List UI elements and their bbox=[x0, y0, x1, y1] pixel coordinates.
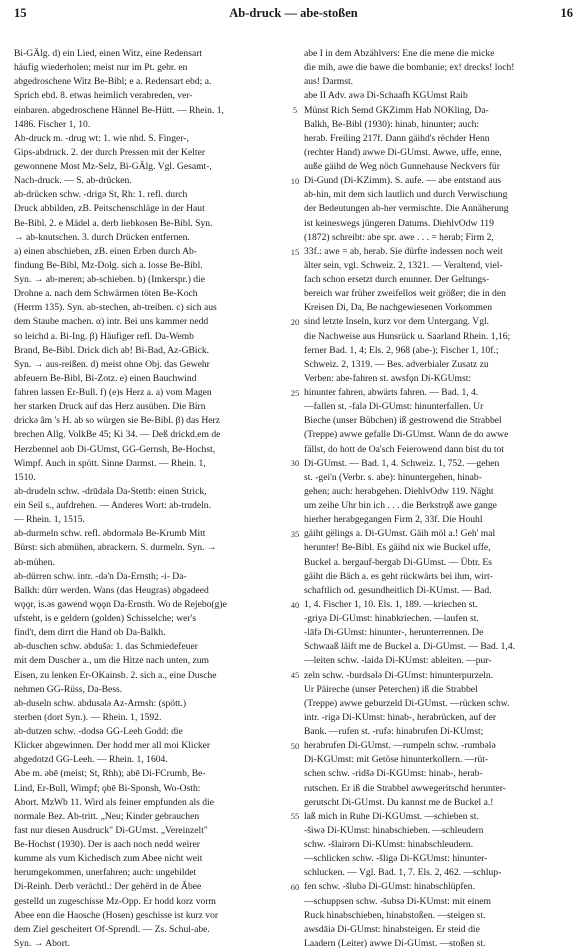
text-line: Herzbennel aob Di-GUmst, GG-Gernsh, Be-Hochst, bbox=[14, 443, 216, 455]
text-line: Drohne a. nach dem Schwärmen töten Be-Koch bbox=[14, 288, 198, 300]
text-line: awsdāiə Di-GUmst: hinabsteigen. Er steid die bbox=[304, 923, 480, 935]
text-line: einbaren. abgedroschene Hännel Be-Hütt. — Rhein. 1, bbox=[14, 104, 224, 116]
text-line: nehmen GG-Rüss, Da-Bess. bbox=[14, 683, 123, 695]
text-line: wǫǫr, is.əs gəwend wǫǫn Da-Ernsth. Wo de Rejebo(g)e bbox=[14, 598, 227, 610]
text-line: Münst Rich Semd GKZimm Hab NOKling, Da- bbox=[304, 104, 489, 116]
text-line: Druck abbilden, zB. Peitschenschläge in der Haut bbox=[14, 203, 205, 215]
text-line: gerutscht Di-GUmst. Du kannst me de Buckel a.! bbox=[304, 796, 494, 808]
text-line: her starken Druck auf das Herz ausüben. Die Birn bbox=[14, 401, 206, 413]
text-line: Ruck hinabschieben, hinabstoßen. —steigen st. bbox=[304, 909, 486, 921]
right-column bbox=[304, 47, 573, 951]
text-line: aus! Darmst. bbox=[304, 76, 354, 88]
text-line: sind letzte Inseln, kurz vor dem Untergang. Vgl. bbox=[304, 316, 490, 328]
text-line: Kreisen Di, Da, Be nachgewiesenen Vorkommen bbox=[304, 302, 493, 314]
text-line: -griyə Di-GUmst: hinabkriechen. —laufen st. bbox=[304, 613, 479, 624]
text-line: schlucken. — Vgl. Bad. 1, 7. Els. 2, 462. —schlup- bbox=[304, 867, 502, 879]
text-line: Bieche (unser Bübchen) iß gestrowend die Strabbel bbox=[304, 415, 502, 427]
text-line: auße gäihd de Weg nöch Gunnehause Neckvers für bbox=[304, 161, 500, 172]
text-line: Bürst: sich abmühen, abrackern. S. durmeln. Syn. → bbox=[14, 542, 217, 554]
line-number: 25 bbox=[290, 387, 300, 398]
text-line: Schwaaß läift me de Buckel a. Di-GUmst. — Bad. 1,4. bbox=[304, 641, 516, 653]
text-line: fahren lassen Er-Bull. f) (e)s Herz a. a) vom Magen bbox=[14, 387, 212, 398]
text-line: st. -gei'n (Verbr. s. abe): hinuntergehen, hinab- bbox=[304, 471, 482, 483]
text-line: — Rhein. 1, 1515. bbox=[14, 514, 85, 526]
text-line: Brand, Be-Bibl. Drick dich ab! Bi-Bad, Az-GBick. bbox=[14, 344, 210, 356]
text-line: Abee enn die Haosche (Hosen) geschisse ist kurz vor bbox=[14, 909, 219, 921]
text-line: Be-Bibl. 2. e Mädel a. derb liebkosen Be-Bibl. Syn. bbox=[14, 217, 213, 229]
text-line: Di-Reinh. Derb verächtl.: Der gehërd in de Ābee bbox=[14, 881, 202, 893]
text-line: —schuppsen schw. -šubsə Di-KUmst: mit einem bbox=[304, 895, 491, 907]
text-line: abfeuern Be-Bibl, Bi-Zotz. e) einen Bauchwind bbox=[14, 372, 197, 384]
text-line: a) einen abschieben, zB. einen Erben durch Ab- bbox=[14, 245, 198, 257]
text-line: Sprich ebd. 8. etwas heimlich verabreden, ver- bbox=[14, 90, 193, 102]
text-line: —schlicken schw. -šligə Di-KGUmst: hinunter- bbox=[304, 853, 488, 865]
line-number: 20 bbox=[290, 317, 300, 328]
text-line: laß mich in Ruhe Di-KGUmst. —schieben st. bbox=[304, 810, 479, 822]
text-line: Verben: abe-fahren st. awsfǫn Di-KGUmst: bbox=[304, 372, 472, 384]
text-line: herunter! Be-Bibl. Es gäihd nix wie Buckel uffe, bbox=[304, 542, 491, 554]
text-line: —leiten schw. -laidə Di-KUmst: ableiten. —pur- bbox=[304, 655, 492, 667]
text-line: -lāfə Di-GUmst: hinunter-, herunterrennen. De bbox=[304, 627, 484, 639]
text-line: abe I in dem Abzählvers: Ene die mene die micke bbox=[304, 48, 495, 59]
text-line: (Treppe) awwe gefalle Di-GUmst. Wann de do awwe bbox=[304, 429, 509, 441]
text-line: Ab-druck m. -drug wt: 1. wie nhd. S. Finger-, bbox=[14, 132, 189, 144]
text-line: -šiwə Di-KUmst: hinabschieben. —schleudern bbox=[304, 824, 484, 836]
text-line: gehen; auch: herabgehen. DiehlvOdw 119. Näght bbox=[304, 485, 494, 497]
text-line: abgedotzd GG-Leeh. — Rhein. 1, 1604. bbox=[14, 754, 168, 766]
text-line: der Bedeutungen ab-her vermischte. Die Annäherung bbox=[304, 203, 509, 215]
text-line: mit dem Duscher a., um die Hitze nach unten, zum bbox=[14, 655, 210, 667]
text-line: herab. Freiling 217f. Dann gäihd's rëchder Henn bbox=[304, 132, 490, 144]
text-line: —fallen st. -falə Di-GUmst: hinunterfallen. Ur bbox=[304, 401, 484, 413]
text-line: Ur Päireche (unser Peterchen) iß die Strabbel bbox=[304, 683, 478, 695]
text-line: bereich war früher zweifellos weit größer; die in den bbox=[304, 288, 506, 300]
text-line: 1, 4. Fischer 1, 10. Els. 1, 189. —kriechen st. bbox=[304, 598, 478, 610]
text-line: Abort. MzWb 11. Wird als feiner empfunden als die bbox=[14, 796, 214, 808]
text-line: Syn. → Abort. bbox=[14, 937, 70, 949]
text-line: Di-Gund (Di-KZimm). S. aufe. — abe entstand aus bbox=[304, 175, 502, 187]
text-line: zeln schw. -burdsələ Di-GUmst: hinunterpurzeln. bbox=[304, 669, 494, 681]
page-header bbox=[14, 6, 573, 24]
text-line: ist keineswegs jüngeren Datums. DiehlvOdw 119 bbox=[304, 217, 494, 229]
text-line: gäiht die Bäch a. es geht rückwärts bei ihm, wirt- bbox=[304, 570, 493, 582]
text-line: dem Staube machen. α) intr. Bei uns kammer nedd bbox=[14, 316, 209, 328]
text-line: Bank. —rufen st. -rufə: hinabrufen Di-KUmst; bbox=[304, 726, 484, 737]
text-line: Klicker abgewinnen. Der hodd mer all moi Klicker bbox=[14, 740, 211, 752]
text-line: schen schw. -ridšə Di-KGUmst: hinab-, herab- bbox=[304, 768, 483, 780]
line-number: 45 bbox=[290, 670, 300, 681]
text-line: Lind, Er-Bull, Wimpf; ǫbē Bi-Sponsh, Wo-Osth: bbox=[14, 782, 201, 794]
text-line: Di-KGUmst: mit Getöse hinunterkollern. —rüt- bbox=[304, 754, 489, 766]
text-line: (1872) schreibt: abe spr. awe . . . = herab; Firm 2, bbox=[304, 231, 494, 243]
text-line: findung Be-Bibl, Mz-Dolg. sich a. losse Be-Bibl. bbox=[14, 259, 203, 271]
text-line: (rechter Hand) awwe Di-GUmst. Awwe, uffe, enne, bbox=[304, 146, 502, 158]
text-line: ab-dürren schw. intr. -də'n Da-Ernsth; -i- Da- bbox=[14, 570, 187, 582]
text-line: Laadern (Leiter) awwe Di-GUmst. —stoßen st. bbox=[304, 937, 486, 949]
text-line: Buckel a. bergauf-bergab Di-GUmst. — Übtr. Es bbox=[304, 556, 493, 568]
text-line: ferner Bad. 1, 4; Els. 2, 968 (abe-); Fischer 1, 10f.; bbox=[304, 344, 499, 356]
line-number: 55 bbox=[290, 811, 300, 822]
page-number-right: 16 bbox=[560, 6, 573, 20]
text-line: Balkh: dürr werden. Wans (das Heugras) əbgədeed bbox=[14, 584, 209, 596]
left-column bbox=[14, 47, 286, 951]
line-number: 10 bbox=[290, 176, 300, 187]
text-line: fach schon ersetzt durch enunner. Der Geltungs- bbox=[304, 274, 490, 285]
text-line: kumme als vum Kichedisch zum Abee nicht weit bbox=[14, 853, 203, 865]
page-number-left: 15 bbox=[14, 6, 27, 20]
text-line: häufig wiederholen; meist nur im Pt. gebr. en bbox=[14, 62, 188, 74]
text-line: gestelld un zugeschisse Mz-Opp. Er hodd korz vorm bbox=[14, 895, 216, 907]
text-line: brechen Allg. VolkBe 45; Ki 34. — Deß drickd.em de bbox=[14, 429, 221, 441]
text-line: rutschen. Er iß die Strabbel awwegeritschd herunter- bbox=[304, 782, 507, 794]
text-line: Di-GUmst. — Bad. 1, 4. Schweiz. 1, 752. —gehen bbox=[304, 457, 500, 469]
text-line: ab-duschen schw. əbdušə: 1. das Schmiedefeuer bbox=[14, 641, 198, 653]
text-line: 1510. bbox=[14, 471, 36, 483]
text-line: um zeihe Uhr bin ich . . . die Berkstrǫß awe gange bbox=[304, 500, 497, 511]
text-line: Nach-druck. — S. ab-drücken. bbox=[14, 175, 132, 187]
text-line: (Herrm 135). Syn. ab-stechen, ab-treiben. c) sich aus bbox=[14, 302, 217, 314]
text-line: Schweiz. 2, 1319. — Bes. adverbialer Zusatz zu bbox=[304, 358, 489, 370]
text-line: → ab-knutschen. 3. durch Drücken entfernen. bbox=[14, 231, 190, 243]
text-line: abgedroschene Witz Be-Bibl; e a. Redensart ebd; a. bbox=[14, 76, 212, 88]
text-line: ab-hin, mit dem sich lautlich und durch Verwischung bbox=[304, 189, 508, 201]
text-line: drickə âm 's H. ab so würgen sie Be-Bibl. β) das Herz bbox=[14, 415, 220, 427]
text-line: normale Bez. Ab-tritt. „Neu; Kinder gebrauchen bbox=[14, 810, 200, 822]
text-line: Bi-GÄlg. d) ein Lied, einen Witz, eine Redensart bbox=[14, 48, 203, 59]
line-number: 30 bbox=[290, 458, 300, 469]
text-line: ab-dutzen schw. -dodsə GG-Leeh Godd: die bbox=[14, 726, 183, 737]
page-title: Ab-druck — abe-stoßen bbox=[229, 6, 358, 20]
text-line: fen schw. -šlubə Di-GUmst: hinabschlüpfen. bbox=[304, 881, 475, 893]
text-line: find't, dem dirrt die Hand ob Da-Balkh. bbox=[14, 627, 166, 639]
text-line: so leichd a. Bi-Ing. β) Häufiger refl. Da-Wemb bbox=[14, 330, 194, 342]
text-line: fällst, do hott de Oa'sch Feierowend dann bist du tot bbox=[304, 443, 504, 455]
text-line: schw. -šlairərn Di-KUmst: hinabschleudern. bbox=[304, 839, 474, 850]
line-number: 35 bbox=[290, 529, 300, 540]
text-line: sterben (dort Syn.). — Rhein. 1, 1592. bbox=[14, 711, 162, 723]
text-line: ab-drücken schw. -drigə St, Rh: 1. refl. durch bbox=[14, 189, 188, 201]
text-line: 33f.: awe = ab, herab. Sie dürfte indessen noch weit bbox=[304, 245, 503, 257]
text-line: ufsteht, is e geldern (golden) Schisselche; wer's bbox=[14, 613, 197, 624]
line-number: 5 bbox=[292, 105, 298, 116]
text-line: 1486. Fischer 1, 10. bbox=[14, 118, 91, 130]
text-line: herabrufen Di-GUmst. —rumpeln schw. -rumbələ bbox=[304, 740, 496, 752]
line-number: 50 bbox=[290, 740, 300, 751]
text-line: ein Seil s., aufdrehen. — Anderes Wort: ab-trudeln. bbox=[14, 500, 212, 511]
text-line: intr. -rigə Di-KUmst: hinab-, herabrücken, auf der bbox=[304, 711, 497, 723]
text-line: schaftlich od. gesundheitlich Di-KUmst. — Bad. bbox=[304, 584, 492, 596]
text-line: ab-drudeln schw. -drūdələ Da-Stettb: einen Strick, bbox=[14, 485, 207, 497]
text-line: abe II Adv. awə Di-Schaafh KGUmst Raib bbox=[304, 90, 468, 102]
text-line: (Treppe) awwe geburzeld Di-GUmst. —rücken schw. bbox=[304, 697, 510, 709]
text-line: dem Ziel gescheitert Of-Sprendl. — Zs. Schul-abe. bbox=[14, 923, 210, 935]
text-line: hinunter fahren, abwärts fahren. — Bad. 1, 4. bbox=[304, 387, 479, 398]
text-line: Gips-abdruck. 2. der durch Pressen mit der Kelter bbox=[14, 146, 206, 158]
text-line: ab-durmeln schw. refl. əbdormələ Be-Krumb Mitt bbox=[14, 528, 206, 540]
text-line: Balkh, Be-Bibl (1930): hinab, hinunter; auch: bbox=[304, 118, 480, 130]
text-line: Syn. → aus-reißen. d) meist ohne Obj. das Gewehr bbox=[14, 358, 210, 370]
text-line: Abe m. əbē (meist; St, Rhh); abē Di-FCrumb, Be- bbox=[14, 768, 206, 780]
text-line: Be-Hochst (1930). Der is aach noch nedd weirer bbox=[14, 839, 200, 850]
line-number: 60 bbox=[290, 882, 300, 893]
text-line: herumgekommen, unerfahren; auch: ungebildet bbox=[14, 867, 197, 879]
text-line: hierher herabgegangen Firm 2, 33f. Die Houhl bbox=[304, 514, 483, 526]
text-line: gäiht gëlings a. Di-GUmst. Gäih möl a.! Geh' mal bbox=[304, 528, 496, 540]
text-line: Syn. → ab-meren; ab-schieben. b) (Imkerspr.) die bbox=[14, 274, 206, 285]
text-line: fast nur diesen Ausdruck" Di-GUmst. „Vereinzelt" bbox=[14, 824, 208, 836]
text-line: die mih, awe die bawe die bombanie; ex! drecks! loch! bbox=[304, 62, 515, 74]
text-line: Wimpf. Auch in spött. Sinne Darmst. — Rhein. 1, bbox=[14, 457, 206, 469]
text-line: die Nachweise aus Hunsrück u. Saarland Rhein. 1,16; bbox=[304, 330, 511, 342]
text-line: ab-duseln schw. abdusələ Az-Armsh: (spött.) bbox=[14, 697, 187, 709]
line-number: 40 bbox=[290, 599, 300, 610]
text-line: Eisen, zu lenken Er-OKainsb. 2. sich a., eine Dusche bbox=[14, 669, 217, 681]
text-line: gewonnene Most Mz-Selz, Bi-GÄlg. Vgl. Gesamt-, bbox=[14, 161, 212, 172]
text-line: ab-mühen. bbox=[14, 556, 55, 568]
text-line: älter sein, vgl. Schweiz. 2, 1321. — Veraltend, viel- bbox=[304, 259, 503, 271]
line-number: 15 bbox=[290, 246, 300, 257]
